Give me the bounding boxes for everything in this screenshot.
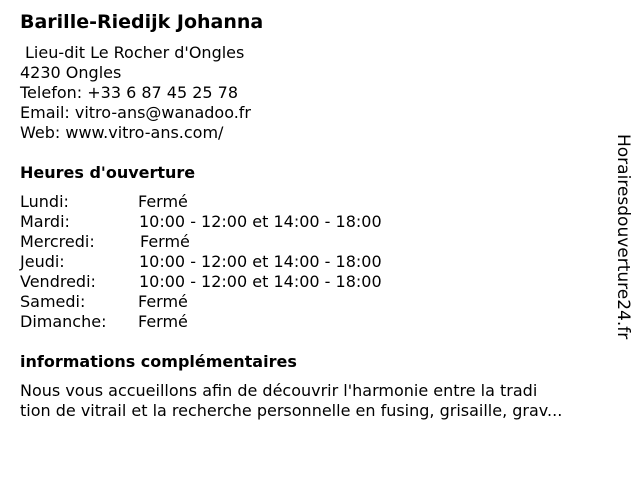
business-card: [20, 10, 600, 421]
hours-row-vendredi: [20, 272, 600, 292]
info-line-2: tion de vitrail et la recherche personnelle en fusing, grisaille, grav...: [20, 401, 563, 420]
hours-row-dimanche: [20, 312, 600, 332]
email-line: Email: vitro-ans@wanadoo.fr: [20, 103, 252, 122]
contact-block: [20, 43, 600, 143]
hours-row-mardi: [20, 212, 600, 232]
hours-day: Mercredi:: [20, 232, 95, 251]
hours-row-lundi: [20, 192, 600, 212]
hours-value: 10:00 - 12:00 et 14:00 - 18:00: [139, 212, 382, 231]
hours-row-jeudi: [20, 252, 600, 272]
info-description: [20, 381, 600, 421]
hours-row-samedi: [20, 292, 600, 312]
web-line: Web: www.vitro-ans.com/: [20, 123, 224, 142]
hours-heading: Heures d'ouverture: [20, 163, 196, 182]
hours-day: Vendredi:: [20, 272, 96, 291]
hours-value: Fermé: [140, 232, 190, 251]
hours-value: Fermé: [138, 312, 188, 331]
site-brand-watermark: Horairesdouverture24.fr: [613, 134, 633, 340]
hours-table: [20, 192, 600, 332]
hours-value: Fermé: [138, 292, 188, 311]
hours-row-mercredi: [20, 232, 600, 252]
info-heading: informations complémentaires: [20, 352, 297, 371]
business-name: Barille-Riedijk Johanna: [20, 11, 264, 33]
hours-day: Lundi:: [20, 192, 69, 211]
hours-value: 10:00 - 12:00 et 14:00 - 18:00: [139, 252, 382, 271]
hours-value: 10:00 - 12:00 et 14:00 - 18:00: [139, 272, 382, 291]
hours-value: Fermé: [138, 192, 188, 211]
hours-day: Dimanche:: [20, 312, 107, 331]
hours-day: Jeudi:: [20, 252, 65, 271]
address-line-2: 4230 Ongles: [20, 63, 122, 82]
hours-day: Mardi:: [20, 212, 70, 231]
hours-day: Samedi:: [20, 292, 86, 311]
address-line-1: Lieu-dit Le Rocher d'Ongles: [25, 43, 245, 62]
info-line-1: Nous vous accueillons afin de découvrir l'harmonie entre la tradi: [20, 381, 538, 400]
phone-line: Telefon: +33 6 87 45 25 78: [20, 83, 239, 102]
